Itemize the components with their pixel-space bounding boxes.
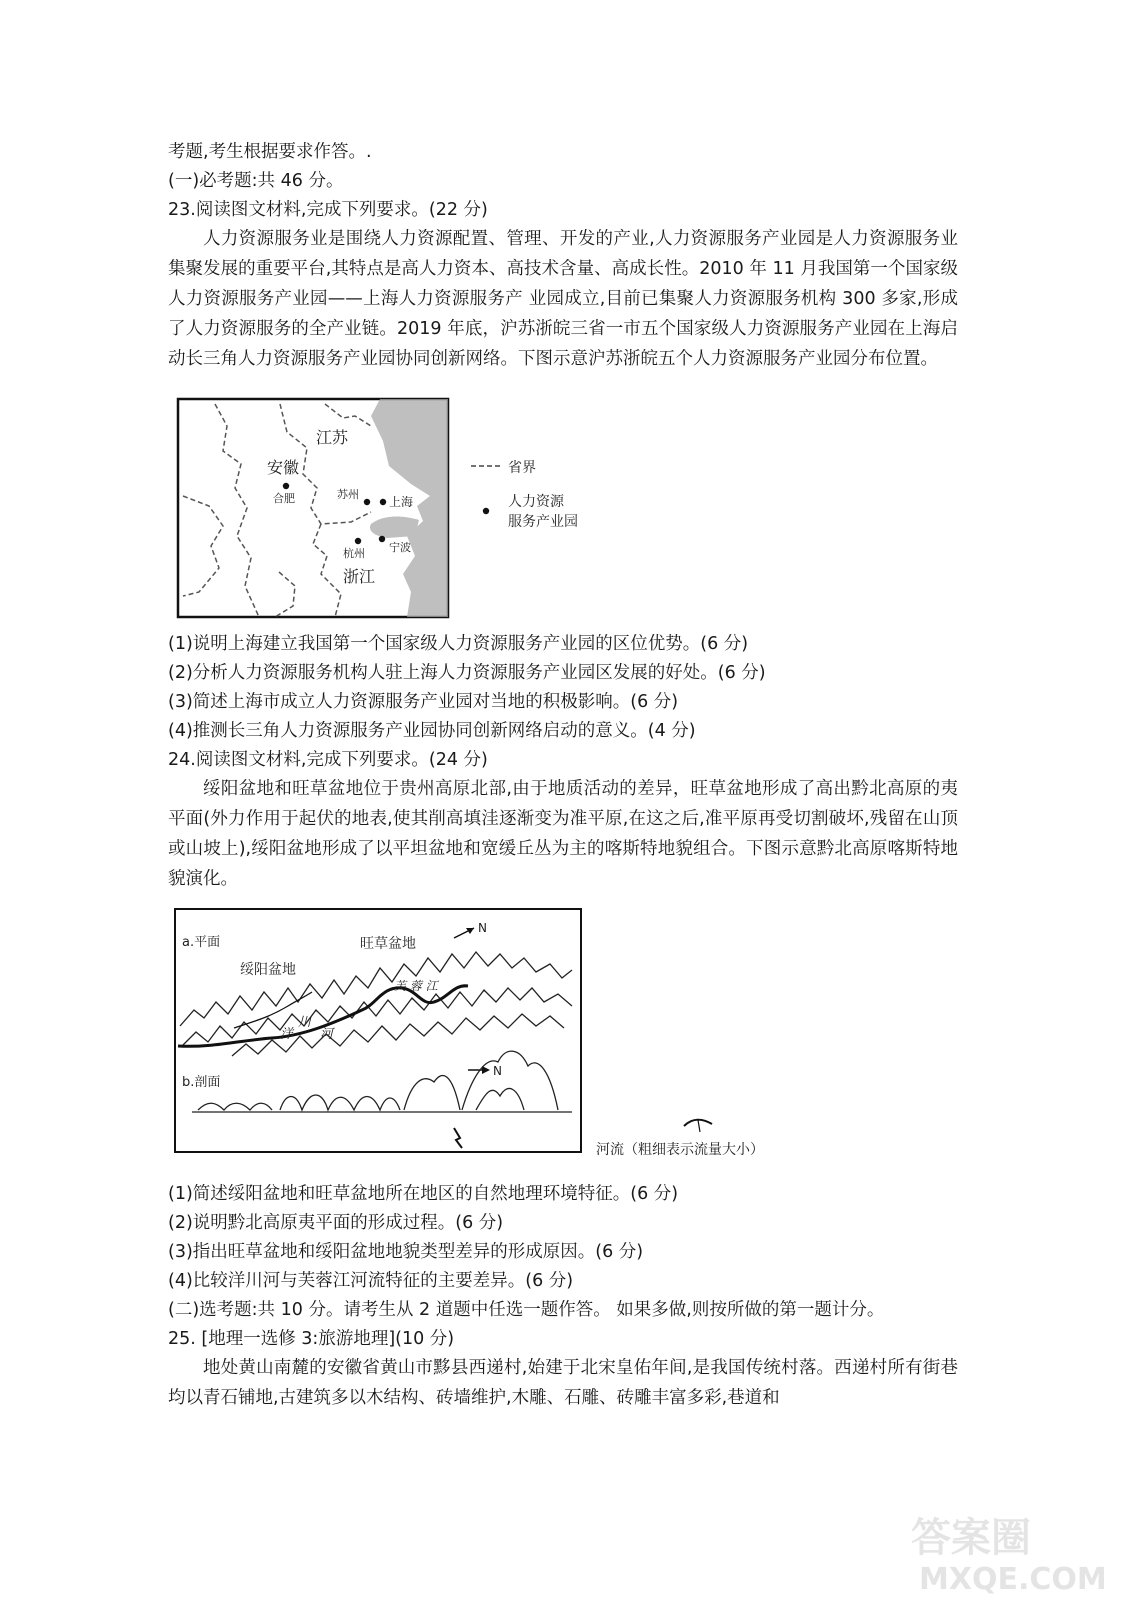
label-suiyang-basin: 绥阳盆地	[240, 962, 296, 978]
q24-sub4: (4)比较洋川河与芙蓉江河流特征的主要差异。(6 分)	[168, 1271, 574, 1291]
suzhou-park-marker	[364, 499, 370, 505]
legend-river-label: 河流（粗细表示流量大小）	[596, 1142, 764, 1158]
map-label-jiangsu: 江苏	[316, 428, 349, 447]
legend-border-label: 省界	[508, 460, 536, 476]
map-label-hefei: 合肥	[273, 492, 295, 505]
map-label-shanghai: 上海	[389, 495, 414, 509]
label-yang: 洋	[280, 1027, 294, 1042]
label-chuan: 川	[298, 1015, 312, 1030]
q24-material: 绥阳盆地和旺草盆地位于贵州高原北部,由于地质活动的差异，旺草盆地形成了高出黔北高原的夷平面(外力作用于起伏的地表,使其削高填洼逐渐变为准平原,在这之后,准平原再受切割破坏,残留在山顶或山坡上),绥阳盆地形成了以平坦盆地和宽缓丘丛为主的喀斯特地貌组合。下图示意黔北高原喀斯特地貌演化。	[168, 779, 958, 889]
section-elective-heading: (二)选考题:共 10 分。请考生从 2 道题中任选一题作答。 如果多做,则按所做的第一题计分。	[168, 1300, 885, 1320]
hangzhou-park-marker	[355, 538, 361, 544]
q24-sub1: (1)简述绥阳盆地和旺草盆地所在地区的自然地理环境特征。(6 分)	[168, 1184, 679, 1204]
map-label-suzhou: 苏州	[337, 488, 359, 501]
section-required-heading: (一)必考题:共 46 分。	[168, 171, 344, 191]
label-he: 河	[320, 1027, 334, 1042]
legend-park-symbol	[483, 508, 489, 514]
label-wangcao-basin: 旺草盆地	[360, 936, 416, 952]
watermark-url: MXQE.COM	[919, 1562, 1107, 1595]
q23-sub4: (4)推测长三角人力资源服务产业园协同创新网络启动的意义。(4 分)	[168, 721, 696, 741]
panel-a-label: a.平面	[182, 935, 221, 950]
map-label-hangzhou: 杭州	[343, 547, 365, 560]
intro-text: 考题,考生根据要求作答。.	[168, 142, 372, 162]
north-label-plan: N	[478, 921, 487, 935]
q24-karst-figure	[172, 906, 812, 1158]
map-label-anhui: 安徽	[267, 458, 300, 477]
ningbo-park-marker	[379, 536, 385, 542]
map-label-zhejiang: 浙江	[343, 567, 376, 586]
q25-title: 25. [地理一选修 3:旅游地理](10 分)	[168, 1329, 455, 1349]
map-label-ningbo: 宁波	[389, 541, 411, 554]
q23-material: 人力资源服务业是围绕人力资源配置、管理、开发的产业,人力资源服务产业园是人力资源服务业集聚发展的重要平台,其特点是高人力资本、高技术含量、高成长性。2010 年 11 月我国第一个国家级人力资源服务产业园——上海人力资源服务产 业园成立,目前已集聚人力资源服务机构 300 多家,形成了人力资源服务的全产业链。2019 年底，沪苏浙皖三省一市五个国家级人力资源服务产业园在上海启动长三角人力资源服务产业园协同创新网络。下图示意沪苏浙皖五个人力资源服务产业园分布位置。	[168, 229, 958, 369]
watermark-brand: 答案圈	[911, 1515, 1031, 1561]
legend-park-label-2: 服务产业园	[508, 514, 578, 530]
legend-park-label-1: 人力资源	[508, 494, 564, 510]
q23-title: 23.阅读图文材料,完成下列要求。(22 分)	[168, 200, 488, 220]
q24-sub2: (2)说明黔北高原夷平面的形成过程。(6 分)	[168, 1213, 504, 1233]
shanghai-park-marker	[380, 499, 386, 505]
q23-sub1: (1)说明上海建立我国第一个国家级人力资源服务产业园的区位优势。(6 分)	[168, 634, 749, 654]
q23-map-figure	[175, 396, 595, 620]
hefei-park-marker	[283, 483, 289, 489]
north-label-profile: N	[493, 1064, 502, 1078]
q23-sub3: (3)简述上海市成立人力资源服务产业园对当地的积极影响。(6 分)	[168, 692, 679, 712]
watermark-logo	[905, 1505, 1125, 1595]
q24-sub3: (3)指出旺草盆地和绥阳盆地地貌类型差异的形成原因。(6 分)	[168, 1242, 644, 1262]
panel-b-label: b.剖面	[182, 1075, 221, 1090]
q23-sub2: (2)分析人力资源服务机构人驻上海人力资源服务产业园区发展的好处。(6 分)	[168, 663, 766, 683]
q25-material: 地处黄山南麓的安徽省黄山市黟县西递村,始建于北宋皇佑年间,是我国传统村落。西递村所有街巷均以青石铺地,古建筑多以木结构、砖墙维护,木雕、石雕、砖雕丰富多彩,巷道和	[168, 1358, 958, 1408]
label-furong-river: 芙 蓉 江	[394, 979, 438, 993]
q24-title: 24.阅读图文材料,完成下列要求。(24 分)	[168, 750, 488, 770]
